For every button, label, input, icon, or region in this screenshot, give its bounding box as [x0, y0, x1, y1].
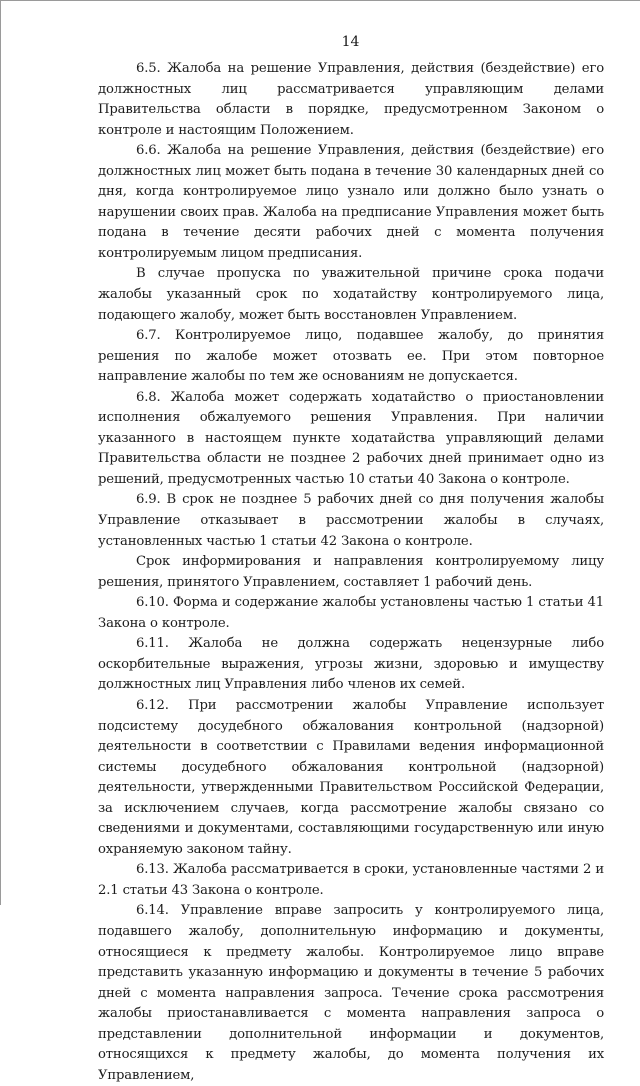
paragraph-6-7: 6.7. Контролируемое лицо, подавшее жалобу, до принятия решения по жалобе может отозвать ее. При этом повторное направление жалобы по тем же основаниям не допускается.: [98, 328, 604, 385]
paragraph-6-8: 6.8. Жалоба может содержать ходатайство о приостановлении исполнения обжалуемого решения Управления. При наличии указанного в настоящем пункте ходатайства управляющий делами Правительства области не позднее 2 рабочих дней принимает одно из решений, предусмотренных частью 10 статьи 40 Закона о контроле.: [98, 389, 604, 487]
paragraph-6-10: 6.10. Форма и содержание жалобы установлены частью 1 статьи 41 Закона о контроле.: [98, 595, 604, 631]
page-number: 14: [341, 34, 360, 50]
paragraph-6-5: 6.5. Жалоба на решение Управления, действия (бездействие) его должностных лиц рассматривается управляющим делами Правительства области в порядке, предусмотренном Законом о контроле и настоящим Положением.: [98, 61, 604, 138]
paragraph-6-13: 6.13. Жалоба рассматривается в сроки, установленные частями 2 и 2.1 статьи 43 Закона о контроле.: [98, 862, 604, 898]
paragraph-6-6-restoration: В случае пропуска по уважительной причине срока подачи жалобы указанный срок по ходатайству контролируемого лица, подающего жалобу, может быть восстановлен Управлением.: [98, 266, 604, 323]
paragraph-6-9-informing: Срок информирования и направления контролируемому лицу решения, принятого Управлением, составляет 1 рабочий день.: [98, 554, 604, 590]
paragraph-6-11: 6.11. Жалоба не должна содержать нецензурные либо оскорбительные выражения, угрозы жизни, здоровью и имуществу должностных лиц Управления либо членов их семей.: [98, 636, 604, 693]
paragraph-6-14: 6.14. Управление вправе запросить у контролируемого лица, подавшего жалобу, дополнительную информацию и документы, относящиеся к предмету жалобы. Контролируемое лицо вправе представить указанную информацию и документы в течение 5 рабочих дней с момента направления запроса. Течение срока рассмотрения жалобы приостанавливается с момента направления запроса о представлении дополнительной информации и документов, относящихся к предмету жалобы, до момента получения их Управлением,: [98, 903, 604, 1083]
paragraph-6-9: 6.9. В срок не позднее 5 рабочих дней со дня получения жалобы Управление отказывает в рассмотрении жалобы в случаях, установленных частью 1 статьи 42 Закона о контроле.: [98, 492, 604, 549]
paragraph-6-6: 6.6. Жалоба на решение Управления, действия (бездействие) его должностных лиц может быть подана в течение 30 календарных дней со дня, когда контролируемое лицо узнало или должно было узнать о нарушении своих прав. Жалоба на предписание Управления может быть подана в течение десяти рабочих дней с момента получения контролируемым лицом предписания.: [98, 143, 604, 261]
document-body: [98, 59, 604, 1086]
paragraph-6-12: 6.12. При рассмотрении жалобы Управление использует подсистему досудебного обжалования контрольной (надзорной) деятельности в соответствии с Правилами ведения информационной системы досудебного обжалования контрольной (надзорной) деятельности, утвержденными Правительством Российской Федерации, за исключением случаев, когда рассмотрение жалобы связано со сведениями и документами, составляющими государственную или иную охраняемую законом тайну.: [98, 697, 604, 857]
